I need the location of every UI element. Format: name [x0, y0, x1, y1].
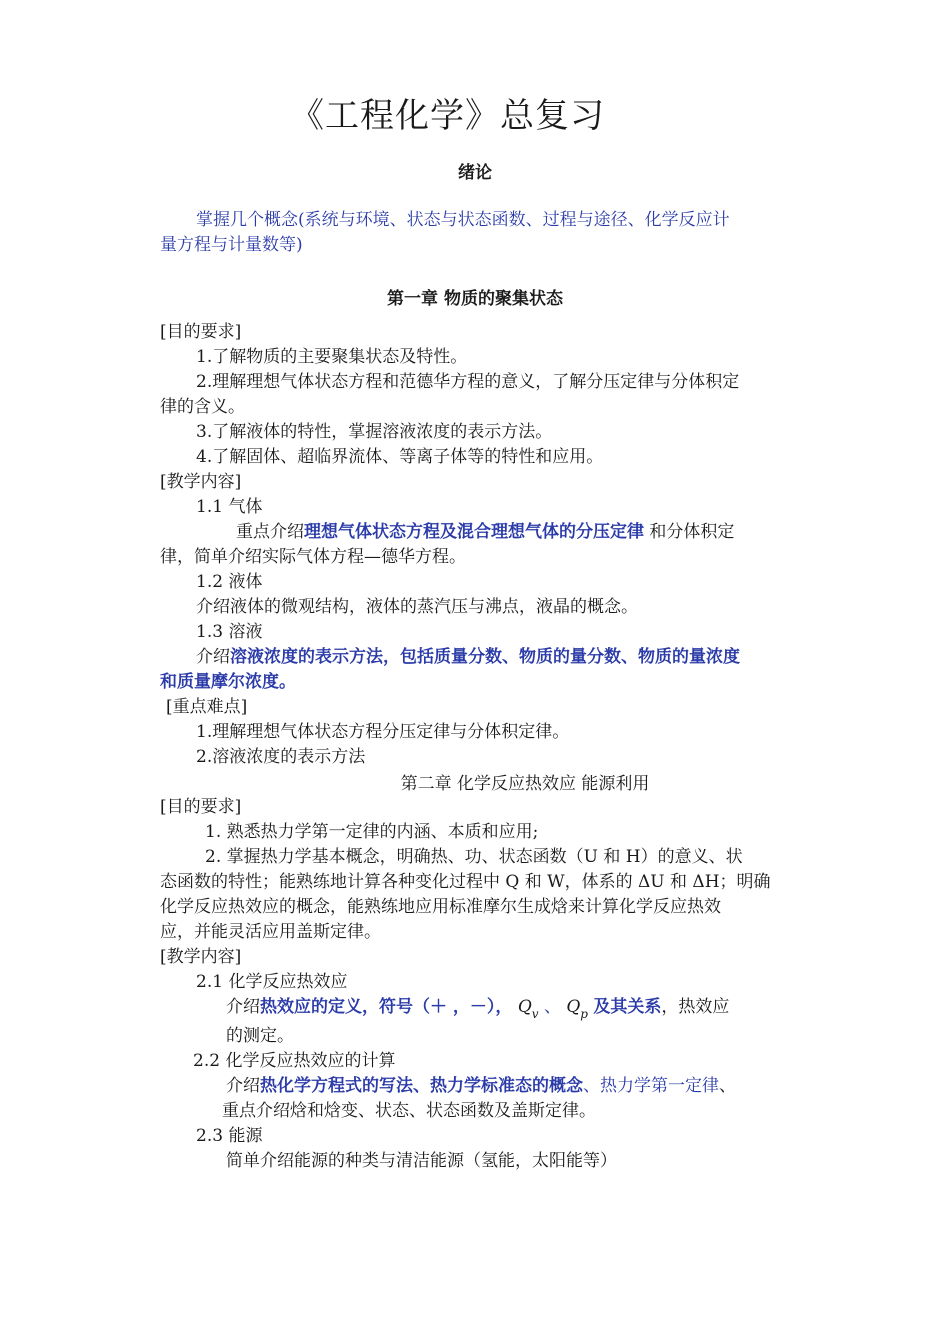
s11-pre: 重点介绍 — [236, 522, 304, 542]
s21-emphasis: 热效应的定义，符号（＋ ，－）， — [260, 997, 513, 1017]
section-1-3-text — [196, 645, 740, 669]
s22-emphasis: 热化学方程式的写法、热力学标准态的概念 — [260, 1076, 583, 1096]
section-2-3-text: 简单介绍能源的种类与清洁能源（氢能，太阳能等） — [226, 1151, 617, 1171]
ch2-content-label: [教学内容] — [160, 947, 242, 967]
section-1-2-title: 1.2 液体 — [196, 572, 263, 592]
s11-emphasis: 理想气体状态方程及混合理想气体的分压定律 — [304, 522, 644, 542]
s13-emphasis: 溶液浓度的表示方法，包括质量分数、物质的量分数、物质的量浓度 — [230, 647, 740, 667]
qp-symbol: Q — [566, 997, 581, 1017]
ch1-goal-2-cont: 律的含义。 — [160, 397, 245, 417]
s22-mid: 、热力学第一定律 — [583, 1076, 719, 1096]
qv-subscript: v — [531, 1007, 539, 1021]
intro-line-1: 掌握几个概念(系统与环境、状态与状态函数、过程与途径、化学反应计 — [196, 210, 730, 230]
section-1-3-title: 1.3 溶液 — [196, 622, 263, 642]
intro-line-2: 量方程与计量数等) — [160, 235, 303, 255]
section-2-1-title: 2.1 化学反应热效应 — [196, 972, 348, 992]
s13-pre: 介绍 — [196, 647, 230, 667]
ch2-goal-label: [目的要求] — [160, 797, 242, 817]
section-1-3-text-2: 和质量摩尔浓度。 — [160, 672, 296, 692]
document-title: 《工程化学》总复习 — [290, 96, 605, 136]
ch1-goal-label: [目的要求] — [160, 322, 242, 342]
section-1-2-text: 介绍液体的微观结构，液体的蒸汽压与沸点，液晶的概念。 — [196, 597, 638, 617]
qv-symbol: Q — [517, 997, 532, 1017]
ch1-key-2: 2.溶液浓度的表示方法 — [196, 747, 366, 767]
s21-pre: 介绍 — [226, 997, 260, 1017]
section-2-2-title: 2.2 化学反应热效应的计算 — [193, 1051, 396, 1071]
ch1-goal-4: 4.了解固体、超临界流体、等离子体等的特性和应用。 — [196, 447, 604, 467]
ch2-goal-2: 2. 掌握热力学基本概念，明确热、功、状态函数（U 和 H）的意义、状 — [205, 847, 743, 867]
section-2-1-text — [226, 995, 729, 1020]
s11-post: 和分体积定 — [644, 522, 735, 542]
section-1-1-text — [236, 520, 734, 544]
ch1-key-1: 1.理解理想气体状态方程分压定律与分体积定律。 — [196, 722, 570, 742]
intro-heading: 绪论 — [458, 163, 492, 183]
section-2-1-text-2: 的测定。 — [226, 1026, 294, 1046]
ch1-content-label: [教学内容] — [160, 472, 242, 492]
s21-emphasis-2: 及其关系 — [593, 997, 662, 1017]
ch1-goal-3: 3.了解液体的特性，掌握溶液浓度的表示方法。 — [196, 422, 553, 442]
chapter1-heading: 第一章 物质的聚集状态 — [387, 289, 563, 309]
qp-subscript: p — [580, 1007, 588, 1021]
section-1-1-text-2: 律，简单介绍实际气体方程—德华方程。 — [160, 547, 466, 567]
section-1-1-title: 1.1 气体 — [196, 497, 263, 517]
ch1-key-label: [重点难点] — [166, 697, 248, 717]
chapter2-heading: 第二章 化学反应热效应 能源利用 — [400, 774, 650, 794]
s22-post: 、 — [719, 1076, 736, 1096]
s22-pre: 介绍 — [226, 1076, 260, 1096]
q-separator: 、 — [543, 997, 561, 1017]
s21-post: ，热效应 — [661, 997, 730, 1017]
ch2-goal-2-l3: 化学反应热效应的概念，能熟练地应用标准摩尔生成焓来计算化学反应热效 — [160, 897, 721, 917]
section-2-2-text-2: 重点介绍焓和焓变、状态、状态函数及盖斯定律。 — [222, 1101, 596, 1121]
section-2-3-title: 2.3 能源 — [196, 1126, 263, 1146]
ch2-goal-2-l4: 应，并能灵活应用盖斯定律。 — [160, 922, 381, 942]
ch1-goal-2: 2.理解理想气体状态方程和范德华方程的意义，了解分压定律与分体积定 — [196, 372, 740, 392]
ch2-goal-2-l2: 态函数的特性；能熟练地计算各种变化过程中 Q 和 W，体系的 ΔU 和 ΔH；明确 — [160, 872, 771, 892]
ch2-goal-1: 1. 熟悉热力学第一定律的内涵、本质和应用; — [205, 822, 539, 842]
section-2-2-text — [226, 1074, 736, 1098]
ch1-goal-1: 1.了解物质的主要聚集状态及特性。 — [196, 347, 468, 367]
